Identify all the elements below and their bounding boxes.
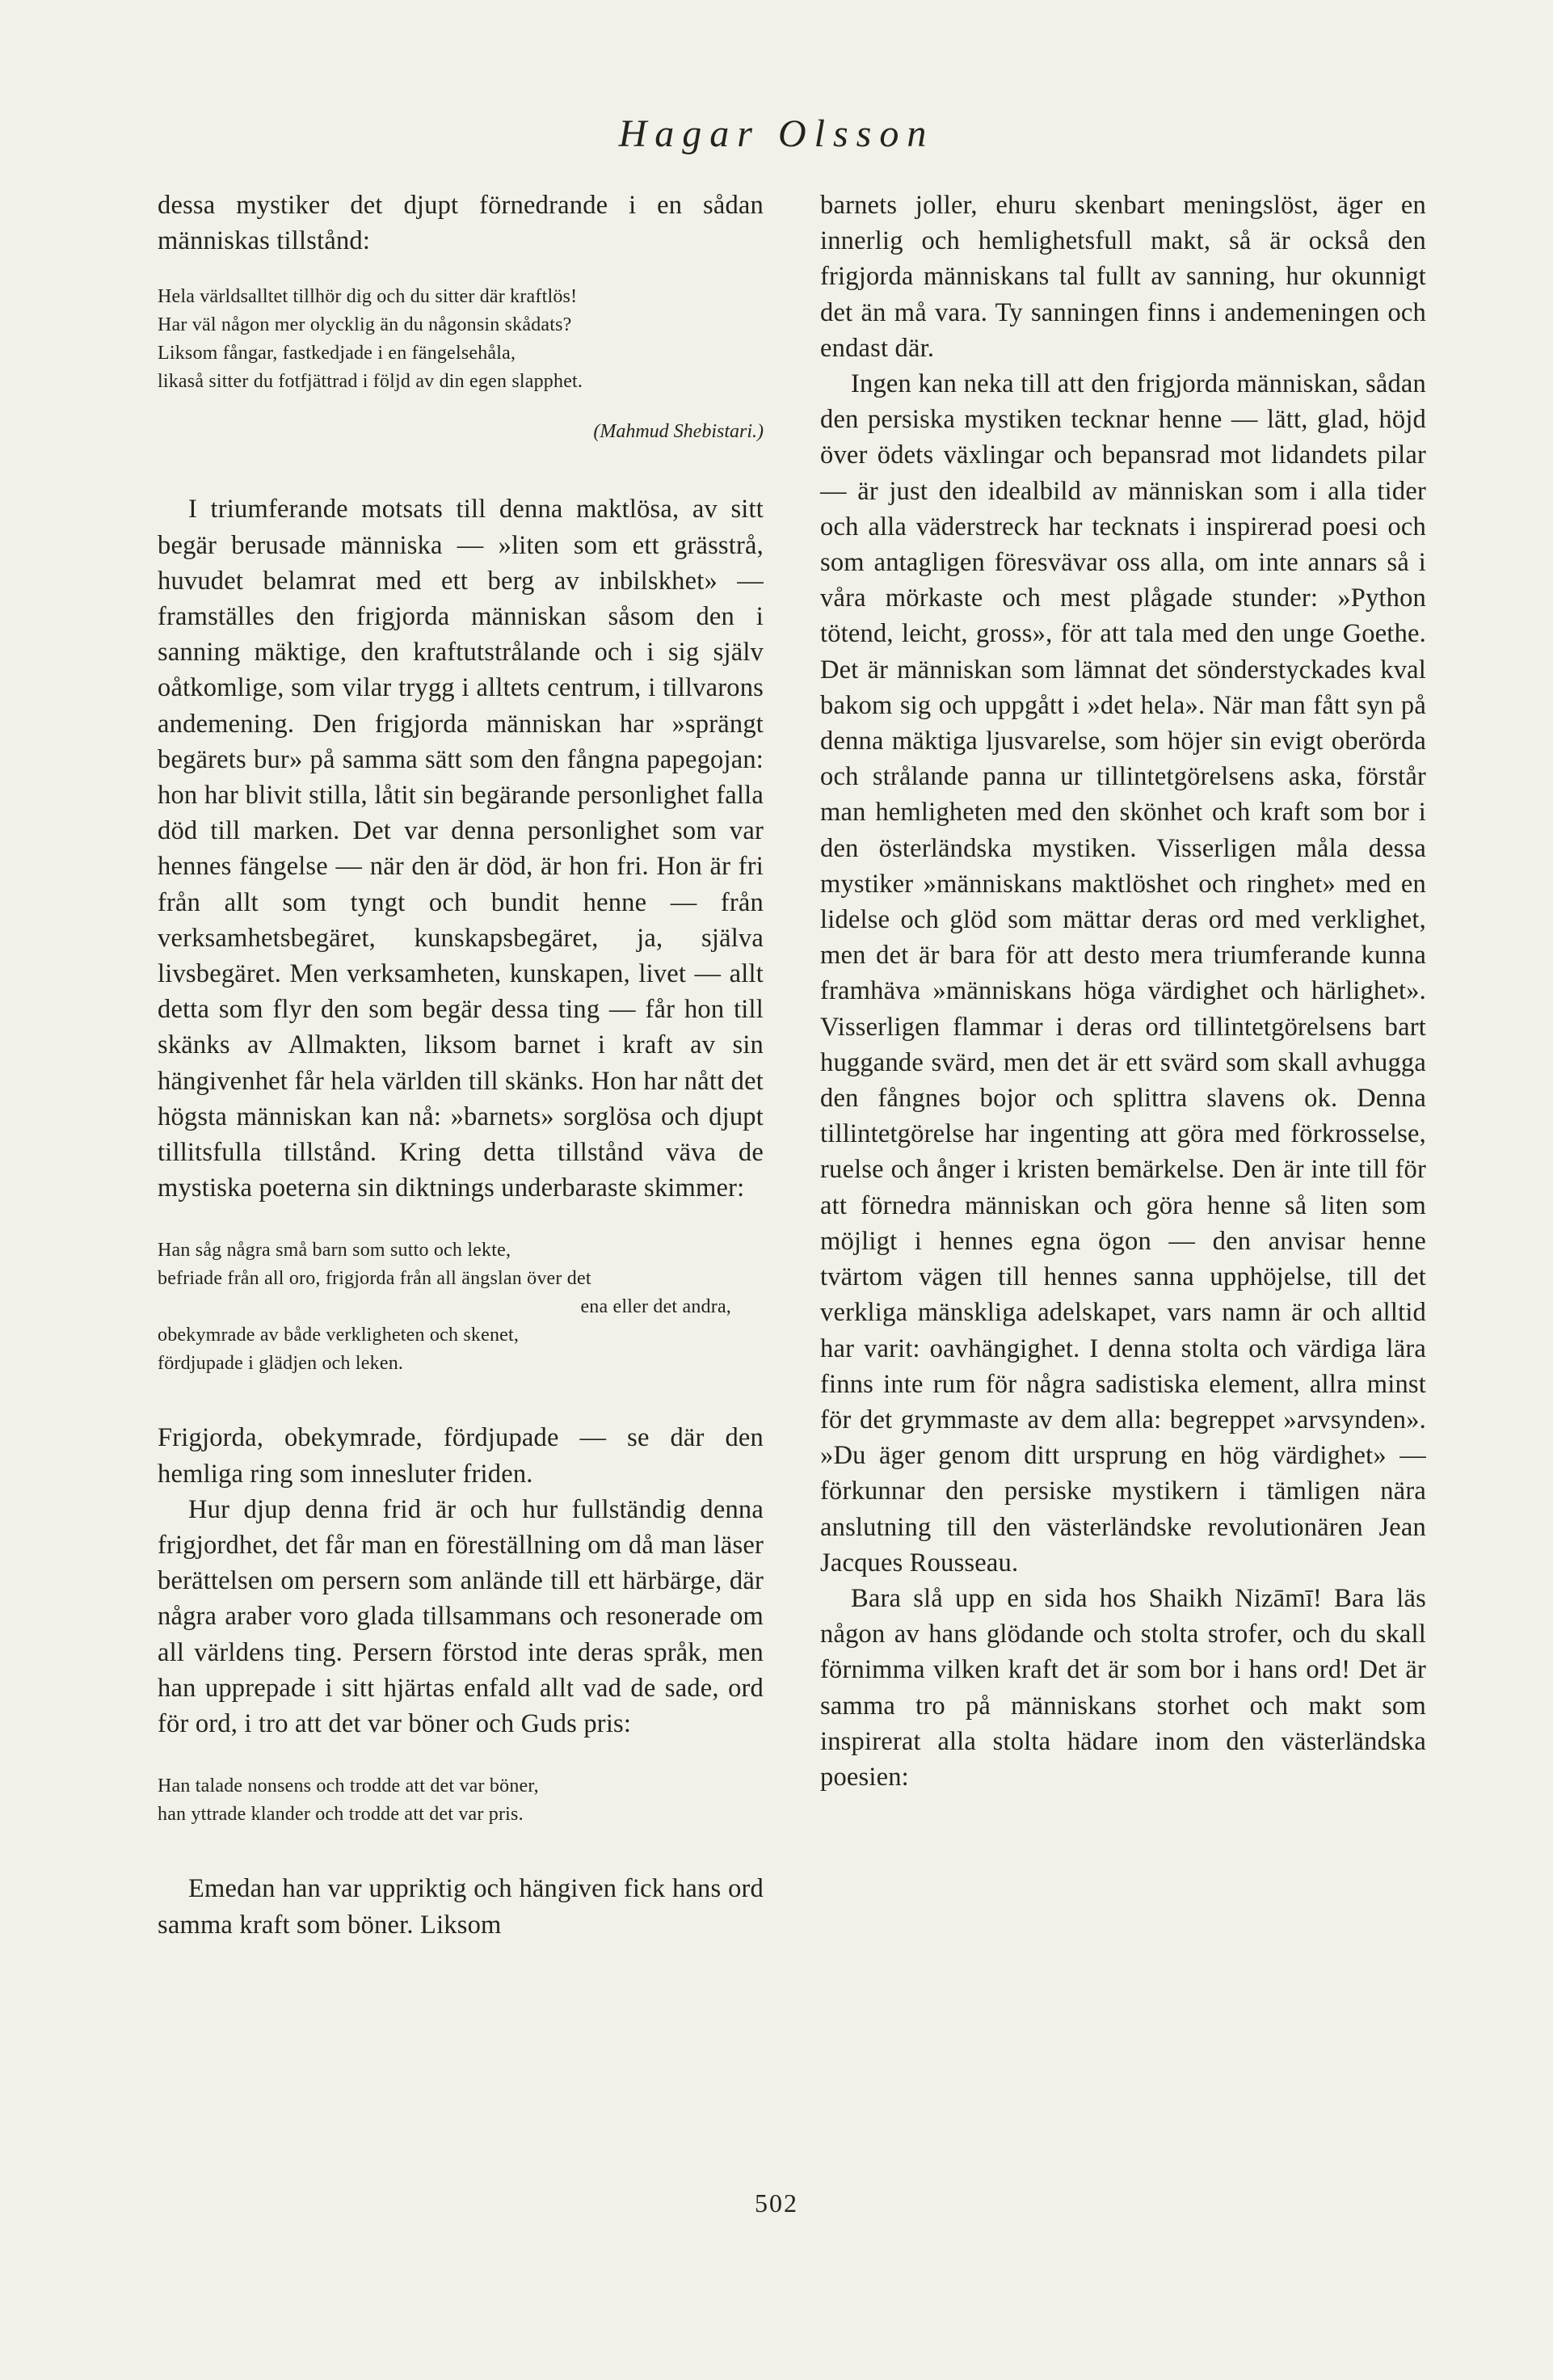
paragraph-persern: Hur djup denna frid är och hur fullständig denna frigjordhet, det får man en föreställning om då man läser berättelsen om persern som anlände till ett härbärge, där några araber voro glada tillsammans och resonerade om all världens ting. Persern förstod inte deras språk, men han upprepade i sitt hjärtas enfald allt vad de sade, ord för ord, i tro att det var böner och Guds pris:	[158, 1494, 764, 1739]
paragraph-triumferande: I triumferande motsats till denna maktlösa, av sitt begär berusade människa — »liten som ett grässtrå, huvudet belamrat med ett berg av inbilskhet» — framställes den frigjorda människan såsom den i sanning mäktige, den kraftutstrålande och i sig själv oåtkomlige, som vilar trygg i alltets centrum, i tillvarons andemening. Den frigjorda människan har »sprängt begärets bur» på samma sätt som den fångna papegojan: hon har blivit stilla, låtit sin begärande personlighet falla död till marken. Det var denna personlighet som var hennes fängelse — när den är död, är hon fri. Hon är fri från allt som tyngt och bundit henne — från verksamhetsbegäret, kunskapsbegäret, ja, själva livsbegäret. Men verksamheten, kunskapen, livet — allt detta som flyr den som begär dessa ting — får hon till skänks av Allmakten, liksom barnet i kraft av sin hängivenhet får hela världen till skänks. Hon har nått det högsta människan kan nå: »barnets» sorglösa och djupt tillitsfulla tillstånd. Kring detta tillstånd väva de mystiska poeterna sin diktnings underbaraste skimmer:	[158, 495, 764, 1203]
poem-line: fördjupade i glädjen och leken.	[158, 1353, 404, 1375]
poem-line: han yttrade klander och trodde att det var pris.	[158, 1804, 524, 1826]
poem-line: befriade från all oro, frigjorda från all ängslan över det	[158, 1268, 591, 1290]
poem-mahmud-shebistari	[158, 283, 764, 396]
poem-line: Hela världsalltet tillhör dig och du sitter där kraftlös!	[158, 286, 578, 308]
left-column	[158, 187, 764, 1943]
running-header-author: Hagar Olsson	[618, 112, 935, 155]
poem-line: likaså sitter du fotfjättrad i följd av din egen slapphet.	[158, 371, 583, 393]
poem-line: Har väl någon mer olycklig än du någonsin skådats?	[158, 314, 572, 336]
poem-line: obekymrade av både verkligheten och skenet,	[158, 1325, 520, 1346]
paragraph-barnets-joller: barnets joller, ehuru skenbart meningslöst, äger en innerlig och hemlighetsfull makt, så är också den frigjorda människans tal fullt av sanning, hur okunnigt det än må vara. Ty sanningen finns i andemeningen och endast där.	[820, 191, 1426, 363]
right-column	[820, 187, 1426, 1795]
page-number: 502	[755, 2188, 798, 2218]
poem-line: ena eller det andra,	[580, 1296, 731, 1318]
poem-line: Han talade nonsens och trodde att det var böner,	[158, 1776, 539, 1797]
poem-nonsens	[158, 1772, 764, 1829]
poem-line: Han såg några små barn som sutto och lekte,	[158, 1240, 511, 1262]
poem-attribution: (Mahmud Shebistari.)	[593, 421, 764, 443]
paragraph-emedan: Emedan han var uppriktig och hängiven fick hans ord samma kraft som böner. Liksom	[158, 1874, 764, 1940]
intro-paragraph: dessa mystiker det djupt förnedrande i en sådan människas tillstånd:	[158, 191, 764, 256]
poem-line: Liksom fångar, fastkedjade i en fängelsehåla,	[158, 343, 516, 364]
paragraph-ingen-kan-neka: Ingen kan neka till att den frigjorda människan, sådan den persiska mystiken tecknar henne — lätt, glad, höjd över ödets växlingar och bepansrad mot lidandets pilar — är just den idealbild av människan som i alla tider och alla väderstreck har tecknats i inspirerad poesi och som antagligen föresvävar oss alla, om inte annars så i våra mörkaste och mest plågade stunder: »Python tötend, leicht, gross», för att tala med den unge Goethe. Det är människan som lämnat det sönderstyckades kval bakom sig och uppgått i »det hela». När man fått syn på denna mäktiga ljusvarelse, som höjer sin evigt oberörda och strålande panna ur tillintetgörelsens aska, förstår man hemligheten med den skönhet och kraft som bor i den österländska mystiken. Visserligen måla dessa mystiker »människans maktlöshet och ringhet» med en lidelse och glöd som mättar deras ord med verklighet, men det är bara för att desto mera triumferande kunna framhäva »människans höga värdighet och härlighet». Visserligen flammar i deras ord tillintetgörelsens bart huggande svärd, men det är ett svärd som skall avhugga den fångnes bojor och splittra slavens ok. Denna tillintetgörelse har ingenting att göra med förkrosselse, ruelse och ånger i kristen bemärkelse. Den är inte till för att förnedra människan och göra henne så liten som möjligt i hennes egna ögon — den anvisar henne tvärtom vägen till hennes sanna upphöjelse, till det verkliga mänskliga adelskapet, vars namn är och alltid har varit: oavhängighet. I denna stolta och värdiga lära finns inte rum för några sadistiska element, allra minst för det grymmaste av dem alla: begreppet »arvsynden». »Du äger genom ditt ursprung en hög värdighet» — förkunnar den persiske mystikern i tämligen nära anslutning till den västerländske revolutionären Jean Jacques Rousseau.	[820, 369, 1426, 1578]
paragraph-frigjorda: Frigjorda, obekymrade, fördjupade — se där den hemliga ring som innesluter friden.	[158, 1423, 764, 1489]
paragraph-shaikh-nizami: Bara slå upp en sida hos Shaikh Nizāmī! Bara läs någon av hans glödande och stolta strofer, och du skall förnimma vilken kraft det är som bor i hans ord! Det är samma tro på människans storhet och makt som inspirerat alla stolta hädare inom den västerländska poesien:	[820, 1583, 1426, 1792]
poem-children-playing	[158, 1236, 764, 1378]
